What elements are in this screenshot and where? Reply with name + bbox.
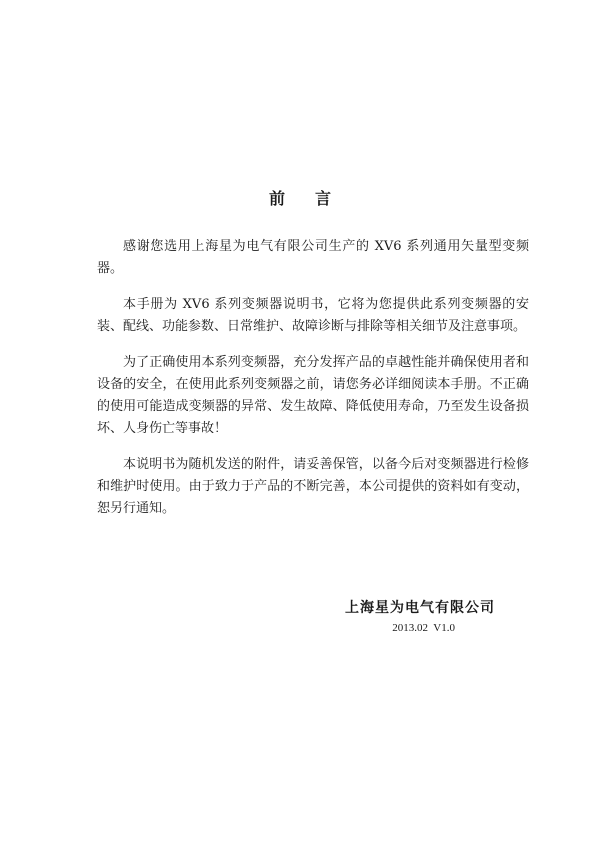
paragraph-keep-manual: 本说明书为随机发送的附件，请妥善保管，以备今后对变频器进行检修和维护时使用。由于致力于产品的不断完善，本公司提供的资料如有变动，恕另行通知。 bbox=[97, 457, 529, 516]
page-title: 前言 bbox=[268, 189, 361, 208]
paragraph-manual-scope: 本手册为 XV6 系列变频器说明书，它将为您提供此系列变频器的安装、配线、功能参数、日常维护、故障诊断与排除等相关细节及注意事项。 bbox=[97, 297, 529, 334]
preface-body bbox=[97, 236, 529, 534]
company-signature: 上海星为电气有限公司 bbox=[345, 600, 495, 616]
version-date: 2013.02 V1.0 bbox=[392, 622, 455, 634]
paragraph-thanks: 感谢您选用上海星为电气有限公司生产的 XV6 系列通用矢量型变频器。 bbox=[97, 239, 529, 276]
paragraph-safety-warning: 为了正确使用本系列变频器，充分发挥产品的卓越性能并确保使用者和设备的安全，在使用此系列变频器之前，请您务必详细阅读本手册。不正确的使用可能造成变频器的异常、发生故障、降低使用寿命，乃至发生设备损坏、人身伤亡等事故！ bbox=[97, 355, 529, 436]
